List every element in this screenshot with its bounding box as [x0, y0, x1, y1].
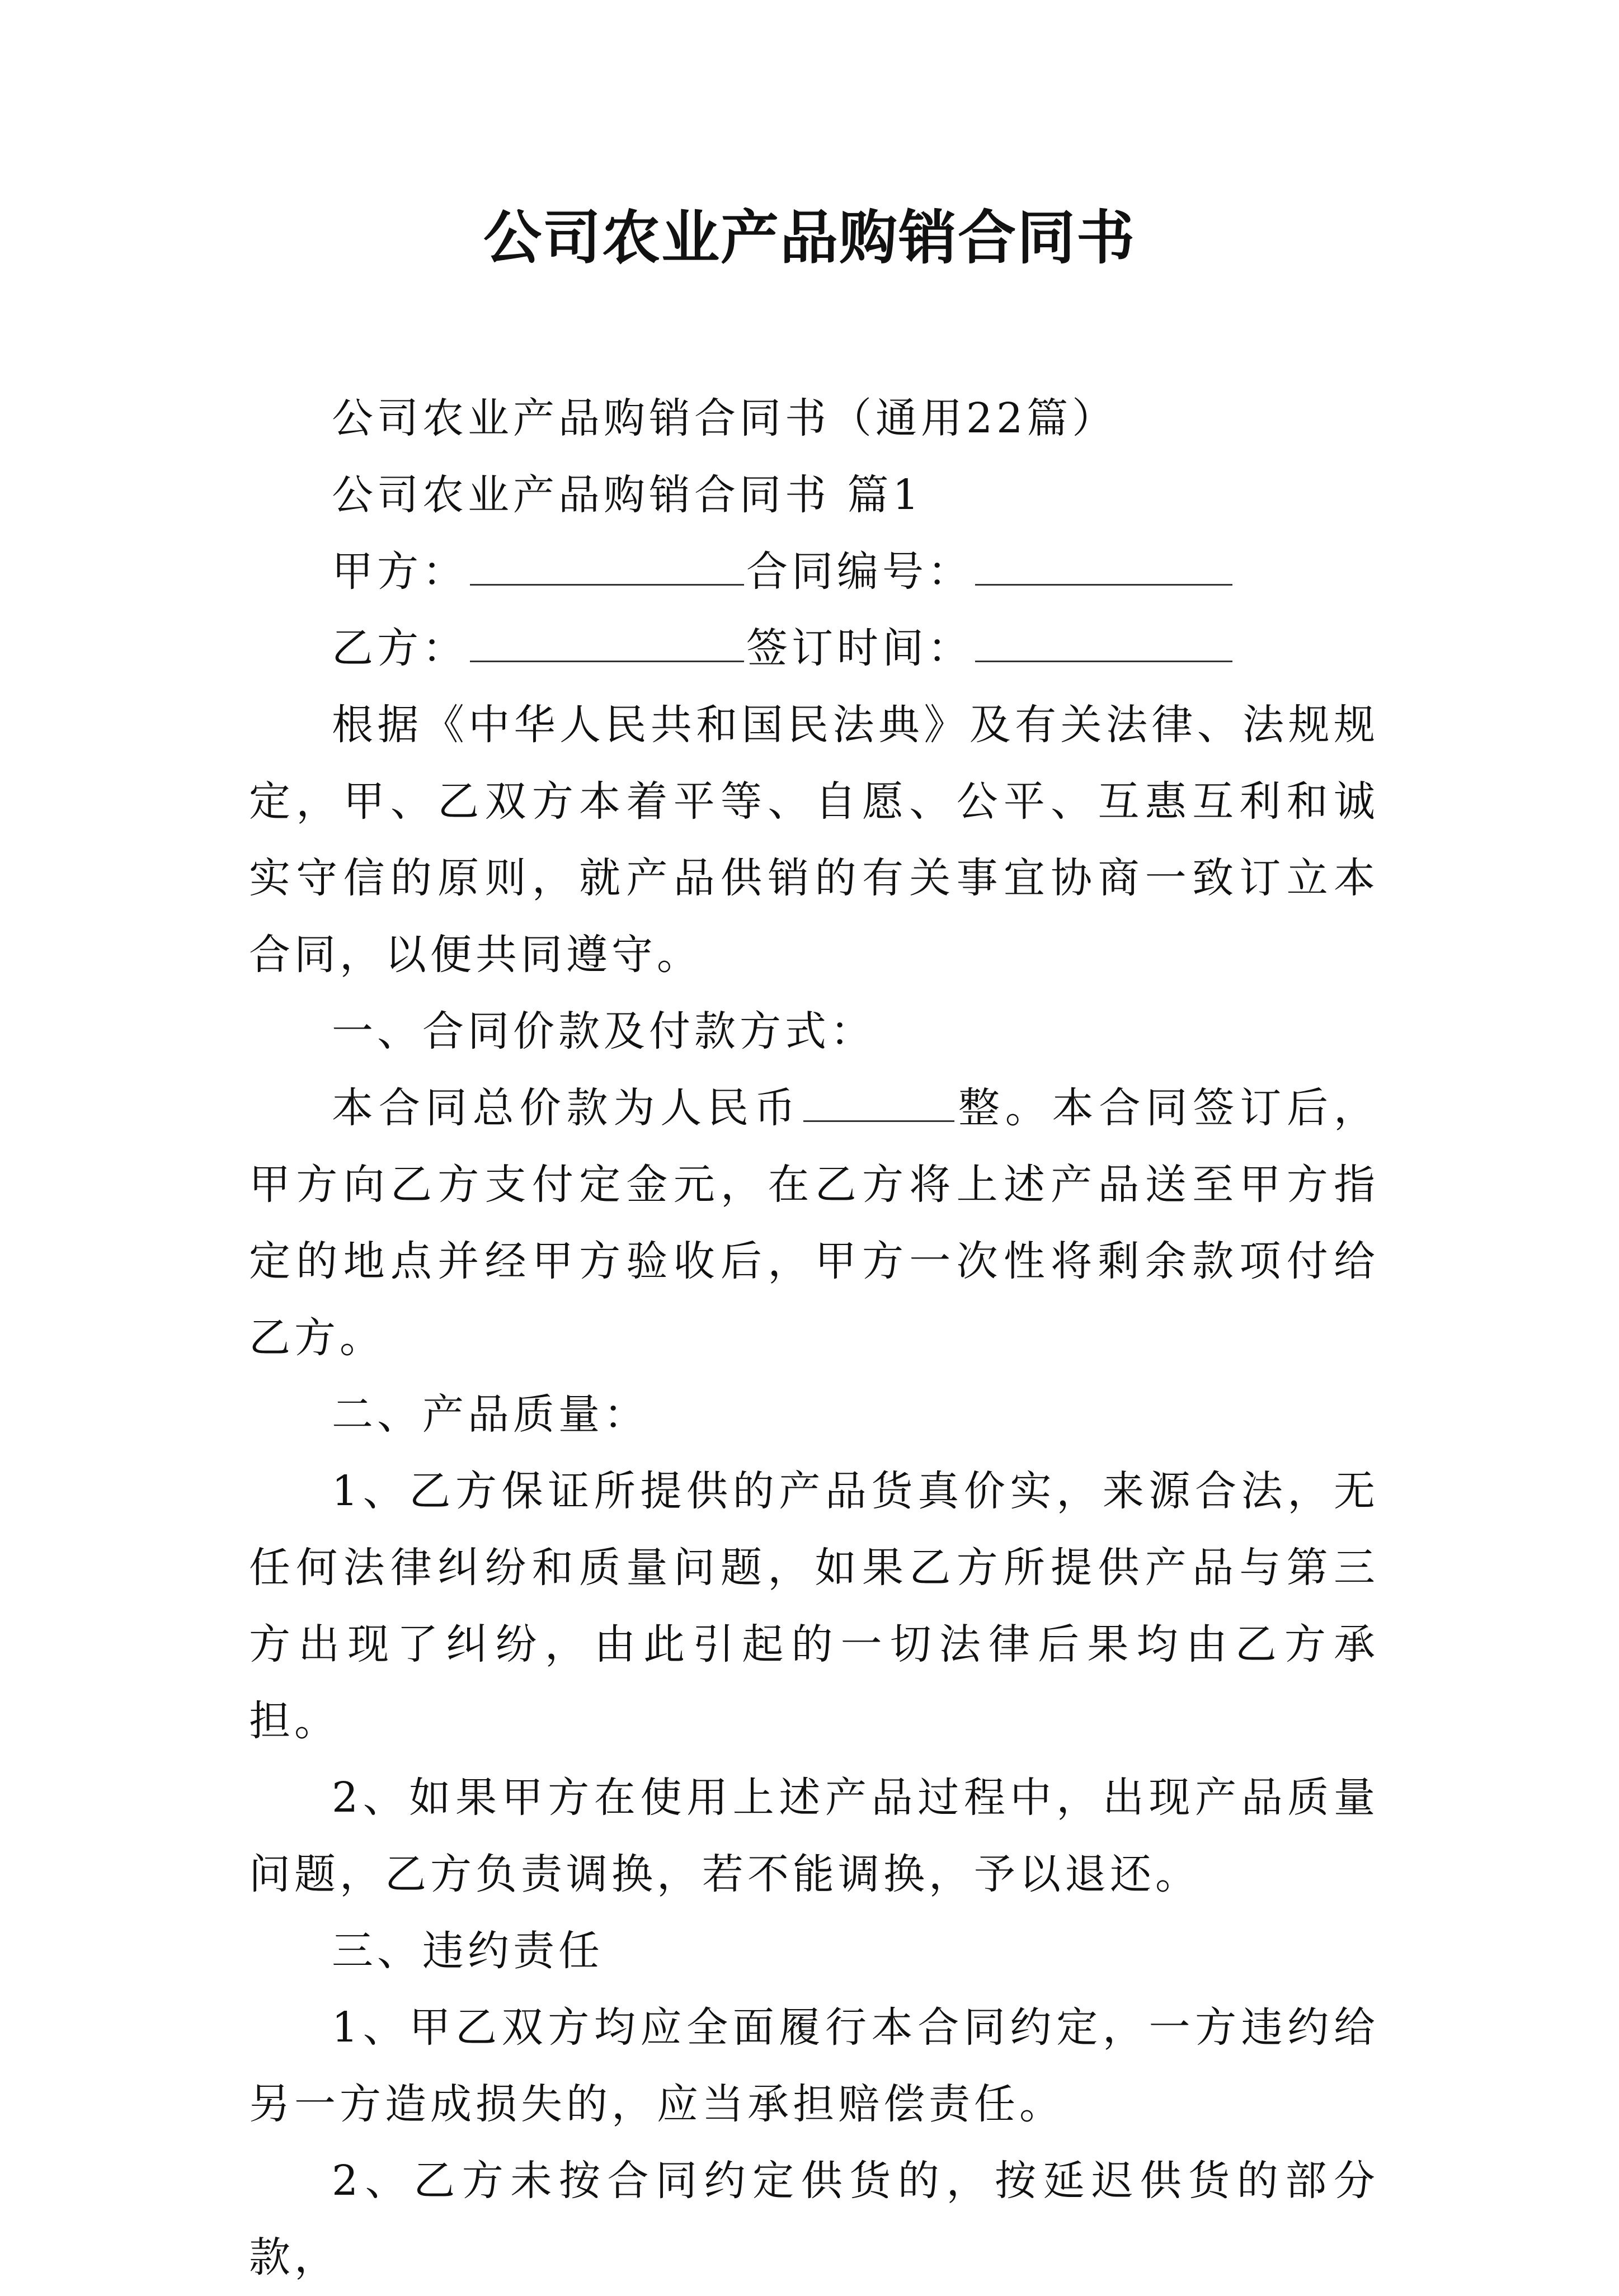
party-b-label: 乙方：	[332, 624, 468, 672]
section-1-paragraph	[249, 1070, 1379, 1376]
section-3-heading: 三、违约责任	[332, 1927, 604, 1975]
part-heading: 公司农业产品购销合同书 篇1	[332, 471, 923, 519]
contract-no-label: 合同编号：	[746, 548, 973, 596]
sign-time-label: 签订时间：	[746, 624, 973, 672]
subtitle: 公司农业产品购销合同书（通用22篇）	[332, 394, 1118, 442]
section-2-item-2: 2、如果甲方在使用上述产品过程中，出现产品质量问题，乙方负责调换，若不能调换，予以退还。	[249, 1774, 1379, 1898]
section-3-item-1: 1、甲乙双方均应全面履行本合同约定，一方违约给另一方造成损失的，应当承担赔偿责任。	[249, 2003, 1379, 2128]
section-1-text-after: 整。本合同签订后，甲方向乙方支付定金元，在乙方将上述产品送至甲方指定的地点并经甲方验收后，甲方一次性将剩余款项付给乙方。	[249, 1084, 1380, 1362]
party-b-row	[249, 610, 1379, 687]
sign-time-blank	[975, 628, 1232, 662]
party-a-blank	[470, 551, 744, 586]
section-1-heading: 一、合同价款及付款方式：	[332, 1007, 876, 1055]
section-2-item-1: 1、乙方保证所提供的产品货真价实，来源合法，无任何法律纠纷和质量问题，如果乙方所提供产品与第三方出现了纠纷，由此引起的一切法律后果均由乙方承担。	[249, 1467, 1379, 1745]
section-3-item-2: 2、乙方未按合同约定供货的，按延迟供货的部分款，	[249, 2157, 1379, 2281]
party-a-row	[249, 534, 1379, 610]
intro-paragraph: 根据《中华人民共和国民法典》及有关法律、法规规定，甲、乙双方本着平等、自愿、公平、互惠互利和诚实守信的原则，就产品供销的有关事宜协商一致订立本合同，以便共同遵守。	[249, 701, 1379, 979]
section-1-text-before: 本合同总价款为人民币	[332, 1084, 801, 1132]
party-b-blank	[470, 628, 744, 662]
price-blank	[803, 1088, 954, 1122]
document-body	[249, 380, 1379, 2296]
document-title: 公司农业产品购销合同书	[483, 204, 1136, 272]
section-2-heading: 二、产品质量：	[332, 1390, 649, 1439]
party-a-label: 甲方：	[332, 548, 468, 596]
contract-no-blank	[975, 551, 1232, 586]
